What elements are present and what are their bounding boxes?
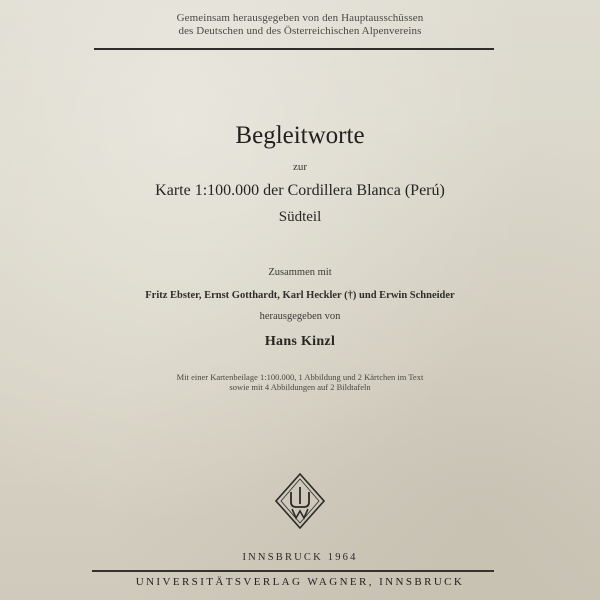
appendix-note-line-2: sowie mit 4 Abbildungen auf 2 Bildtafeln bbox=[229, 382, 371, 392]
appendix-note-line-1: Mit einer Kartenbeilage 1:100.000, 1 Abbildung und 2 Kärtchen im Text bbox=[176, 372, 424, 382]
series-note-line-1: Gemeinsam herausgegeben von den Hauptausschüssen bbox=[176, 12, 424, 24]
imprint-city-year: INNSBRUCK 1964 bbox=[242, 552, 358, 563]
series-note-line-2: des Deutschen und des Österreichischen Alpenvereins bbox=[178, 25, 422, 37]
edited-by-label: herausgegeben von bbox=[259, 311, 341, 322]
together-with-label: Zusammen mit bbox=[268, 267, 332, 278]
editor-name: Hans Kinzl bbox=[264, 334, 336, 349]
bottom-divider bbox=[92, 570, 494, 572]
book-title: Begleitworte bbox=[235, 122, 365, 149]
imprint-publisher: UNIVERSITÄTSVERLAG WAGNER, INNSBRUCK bbox=[135, 576, 465, 588]
appendix-note bbox=[0, 372, 600, 392]
book-subtitle-part: Südteil bbox=[278, 209, 322, 225]
title-connector: zur bbox=[292, 161, 308, 173]
top-divider bbox=[94, 48, 494, 50]
publisher-emblem-icon bbox=[275, 473, 325, 529]
contributors-list: Fritz Ebster, Ernst Gotthardt, Karl Heckler (†) und Erwin Schneider bbox=[145, 290, 455, 301]
series-note bbox=[0, 12, 600, 38]
book-subtitle: Karte 1:100.000 der Cordillera Blanca (Perú) bbox=[155, 182, 445, 199]
